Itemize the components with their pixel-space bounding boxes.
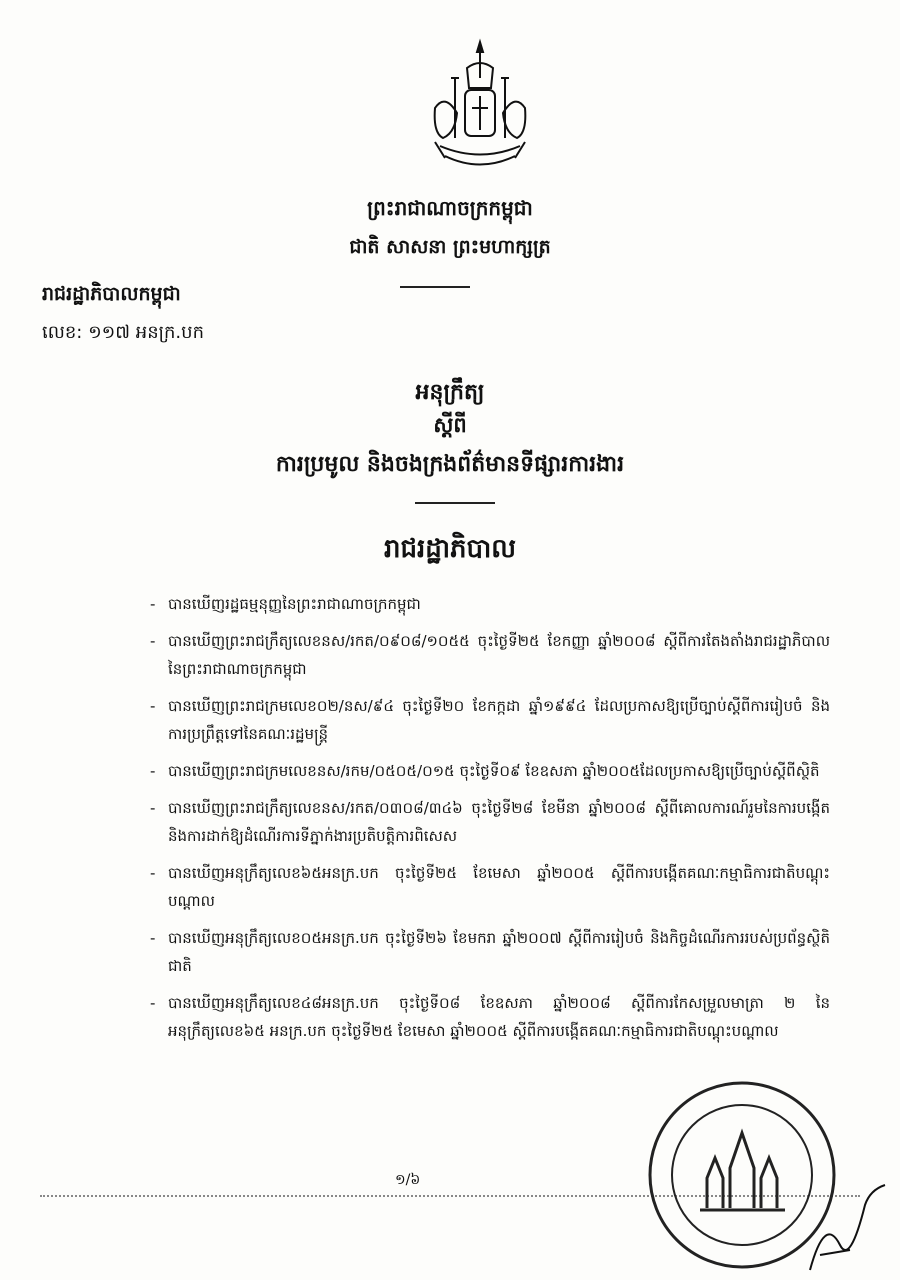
list-item [150,590,830,618]
page-number: ១/៦ [395,1172,421,1188]
item-text: បានឃើញអនុក្រឹត្យលេខ០៥អនក្រ.បក ចុះថ្ងៃទី២៦ ខែមករា ឆ្នាំ២០០៧ ស្តីពីការរៀបចំ និងកិច្ចដំណើរការរបស់ប្រព័ន្ធស្ថិតិជាតិ [168,929,830,975]
bullet: - [150,595,156,613]
item-text: បានឃើញព្រះរាជក្រឹត្យលេខនស/រកត/០៣០៨/៣៤៦ ចុះថ្ងៃទី២៨ ខែមីនា ឆ្នាំ២០០៨ ស្តីពីគោលការណ៍រួមនៃការបង្កើត និងការដាក់ឱ្យដំណើរការទីភ្នាក់ងារប្រតិបត្តិការពិសេស [168,799,830,845]
national-motto: ជាតិ សាសនា ព្រះមហាក្សត្រ [349,236,551,258]
item-text: បានឃើញរដ្ឋធម្មនុញ្ញនៃព្រះរាជាណាចក្រកម្ពុជា [168,595,421,613]
list-item [150,859,830,915]
issuer-heading: រាជរដ្ឋាភិបាល [383,534,517,564]
considerations-list [150,590,830,1054]
bullet: - [150,697,156,715]
bullet: - [150,799,156,817]
list-item [150,794,830,850]
item-text: បានឃើញព្រះរាជក្រមលេខនស/រកម/០៥០៥/០១៥ ចុះថ្ងៃទី០៩ ខែឧសភា ឆ្នាំ២០០៥ដែលប្រកាសឱ្យប្រើច្បាប់ស្តីពីស្ថិតិ [168,762,820,780]
item-text: បានឃើញព្រះរាជក្រមលេខ០២/នស/៩៤ ចុះថ្ងៃទី២០ ខែកក្កដា ឆ្នាំ១៩៩៤ ដែលប្រកាសឱ្យប្រើច្បាប់ស្តីពីការរៀបចំ និងការប្រព្រឹត្តទៅនៃគណៈរដ្ឋមន្ត្រី [168,697,830,743]
document-number: លេខ: ១១៧ អនក្រ.បក [42,322,205,343]
bullet: - [150,929,156,947]
kingdom-title: ព្រះរាជាណាចក្រកម្ពុជា [367,196,533,220]
bullet: - [150,632,156,650]
royal-coat-of-arms-icon [425,38,535,188]
issuing-body: រាជរដ្ឋាភិបាលកម្ពុជា [42,283,181,305]
list-item [150,924,830,980]
item-text: បានឃើញអនុក្រឹត្យលេខ៤៨អនក្រ.បក ចុះថ្ងៃទី០៨ ខែឧសភា ឆ្នាំ២០០៨ ស្តីពីការកែសម្រួលមាត្រា ២ នៃអនុក្រឹត្យលេខ៦៥ អនក្រ.បក ចុះថ្ងៃទី២៥ ខែមេសា ឆ្នាំ២០០៥ ស្តីពីការបង្កើតគណៈកម្មាធិការជាតិបណ្តុះបណ្តាល [168,994,830,1040]
item-text: បានឃើញព្រះរាជក្រឹត្យលេខនស/រកត/០៩០៨/១០៥៥ ចុះថ្ងៃទី២៥ ខែកញ្ញា ឆ្នាំ២០០៨ ស្តីពីការតែងតាំងរាជរដ្ឋាភិបាលនៃព្រះរាជាណាចក្រកម្ពុជា [168,632,830,678]
document-subject: ការប្រមូល និងចងក្រងព័ត៌មានទីផ្សារការងារ [275,452,625,477]
bullet: - [150,994,156,1012]
motto-divider [400,286,470,288]
list-item [150,627,830,683]
item-text: បានឃើញអនុក្រឹត្យលេខ៦៥អនក្រ.បក ចុះថ្ងៃទី២៥ ខែមេសា ឆ្នាំ២០០៥ ស្តីពីការបង្កើតគណៈកម្មាធិការជាតិបណ្តុះបណ្តាល [168,864,830,910]
bullet: - [150,762,156,780]
list-item [150,989,830,1045]
list-item [150,757,830,785]
document-type: អនុក្រឹត្យ [415,380,485,405]
subject-divider [415,502,495,504]
document-about: ស្តីពី [433,413,467,437]
bullet: - [150,864,156,882]
signature-icon [790,1175,890,1275]
list-item [150,692,830,748]
